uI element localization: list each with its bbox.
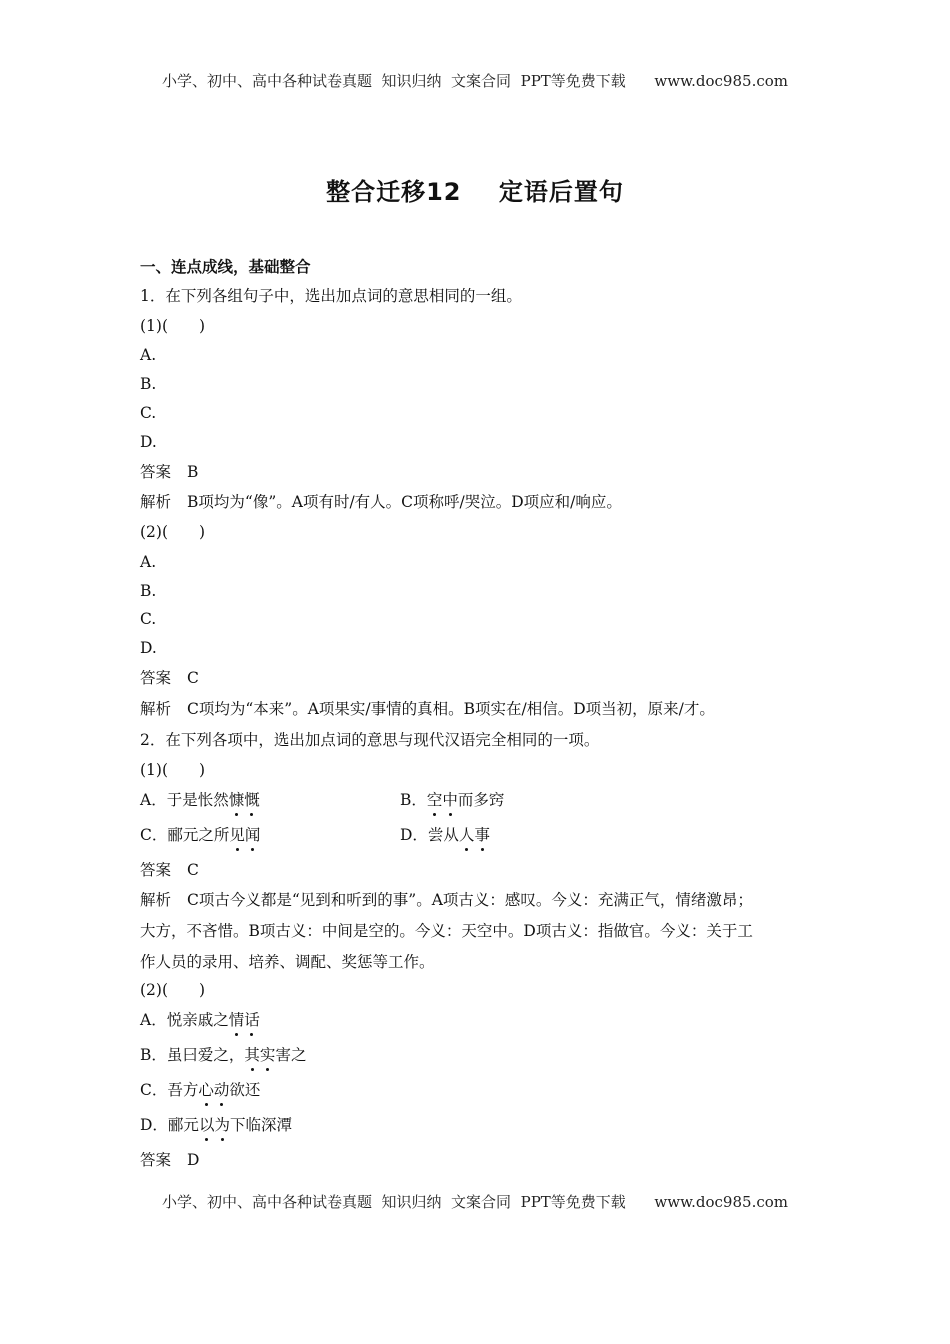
q1-p1-option-a: A.: [140, 346, 157, 364]
dotted-char: 为: [214, 1116, 230, 1134]
answer-label: 答案: [140, 669, 172, 687]
q1-p1-option-b: B.: [140, 375, 157, 393]
dotted-char: 人: [458, 826, 475, 844]
q2-p2-option-b: B．虽曰爱之，其实害之: [140, 1046, 307, 1064]
answer-value: B: [187, 463, 199, 481]
dotted-char: 情: [228, 1011, 245, 1029]
q1-p2-answer: [140, 667, 830, 689]
answer-label: 答案: [140, 463, 172, 481]
q1-stem: 1．在下列各组句子中，选出加点词的意思相同的一组。: [140, 287, 522, 305]
q1-p2-option-c: C.: [140, 610, 157, 628]
analysis-label: 解析: [140, 891, 172, 909]
page-title: 整合迁移12 定语后置句: [326, 178, 624, 206]
analysis-label: 解析: [140, 700, 172, 718]
q2-p1-analysis-line3: 作人员的录用、培养、调配、奖惩等工作。: [140, 953, 435, 971]
q2-p2-num: (2)( ): [140, 981, 206, 999]
q2-p1-options-row1: [140, 789, 830, 811]
q1-p1-option-d: D.: [140, 433, 157, 451]
dotted-char: 动: [213, 1081, 230, 1099]
q2-p1-analysis-line1: [140, 889, 830, 911]
dotted-char: 心: [198, 1081, 214, 1099]
q1-p2-analysis: [140, 698, 830, 720]
answer-value: C: [187, 669, 199, 687]
q2-p2-option-a: A．悦亲戚之情话: [140, 1011, 260, 1029]
q2-p2-option-c: C．吾方心动欲还: [140, 1081, 261, 1099]
q2-p1-options-row2: [140, 824, 830, 846]
dotted-char: 以: [198, 1116, 215, 1134]
q2-p1-option-a: A．于是怅然慷慨: [140, 791, 260, 809]
q2-p1-analysis-line2: 大方，不吝惜。B项古义：中间是空的。今义：天空中。D项古义：指做官。今义：关于工: [140, 922, 753, 940]
q2-p1-option-c: C．郦元之所见闻: [140, 826, 261, 844]
q1-p1-option-c: C.: [140, 404, 157, 422]
page-footer: 小学、初中、高中各种试卷真题 知识归纳 文案合同 PPT等免费下载 www.doc985.com: [161, 1193, 788, 1211]
q2-stem: 2．在下列各项中，选出加点词的意思与现代汉语完全相同的一项。: [140, 731, 600, 749]
analysis-text: C项古今义都是“见到和听到的事”。A项古义：感叹。今义：充满正气，情绪激昂；: [187, 891, 753, 909]
q1-p2-option-a: A.: [140, 553, 157, 571]
page-header: 小学、初中、高中各种试卷真题 知识归纳 文案合同 PPT等免费下载 www.doc985.com: [161, 72, 788, 90]
dotted-char: 事: [474, 826, 490, 844]
q1-p1-num: (1)( ): [140, 317, 206, 335]
q1-p2-option-d: D.: [140, 639, 157, 657]
dotted-char: 其: [244, 1046, 260, 1064]
q1-p1-analysis: [140, 491, 830, 513]
analysis-label: 解析: [140, 493, 172, 511]
q1-p2-option-b: B.: [140, 582, 157, 600]
dotted-char: 空: [426, 791, 443, 809]
dotted-char: 慨: [244, 791, 260, 809]
q2-p2-answer: [140, 1149, 830, 1171]
answer-value: C: [187, 861, 199, 879]
dotted-char: 慷: [228, 791, 245, 809]
dotted-char: 实: [259, 1046, 276, 1064]
answer-label: 答案: [140, 861, 172, 879]
q2-p1-answer: [140, 859, 830, 881]
q1-p1-answer: [140, 461, 830, 483]
analysis-text: B项均为“像”。A项有时/有人。C项称呼/哭泣。D项应和/响应。: [187, 493, 622, 511]
q2-p1-num: (1)( ): [140, 761, 206, 779]
section-heading: 一、连点成线，基础整合: [140, 258, 311, 276]
q2-p1-option-b: B．空中而多窍: [400, 791, 505, 809]
answer-value: D: [187, 1151, 200, 1169]
q1-p2-num: (2)( ): [140, 523, 206, 541]
dotted-char: 中: [442, 791, 458, 809]
q2-p1-option-d: D．尝从人事: [400, 826, 490, 844]
dotted-char: 见: [229, 826, 245, 844]
q2-p2-option-d: D．郦元以为下临深潭: [140, 1116, 292, 1134]
dotted-char: 闻: [244, 826, 261, 844]
answer-label: 答案: [140, 1151, 172, 1169]
analysis-text: C项均为“本来”。A项果实/事情的真相。B项实在/相信。D项当初，原来/才。: [187, 700, 715, 718]
dotted-char: 话: [244, 1011, 260, 1029]
